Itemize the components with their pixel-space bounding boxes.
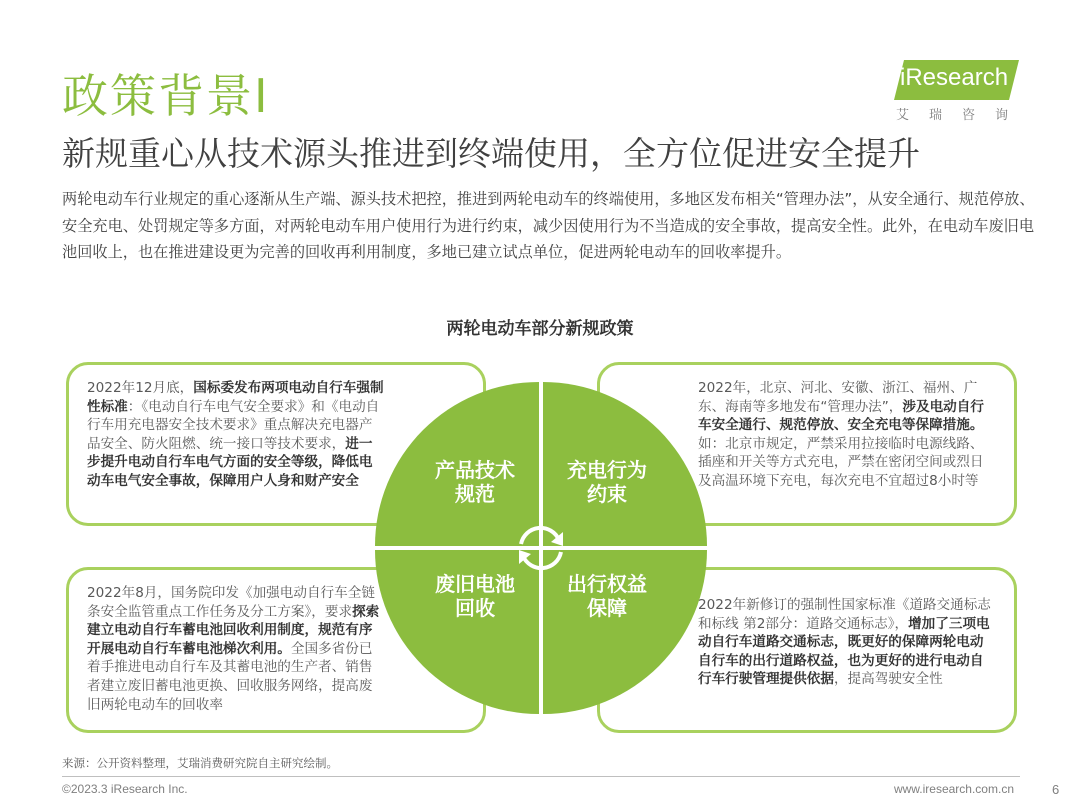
quadrant-label-battery-recycling [425, 572, 525, 620]
cycle-arrows-icon [511, 518, 571, 578]
policy-text: 2022年，北京、河北、安徽、浙江、福州、广东、海南等多地发布“管理办法”， [698, 380, 978, 415]
policy-text: 2022年12月底， [87, 380, 194, 396]
intro-paragraph: 两轮电动车行业规定的重心逐渐从生产端、源头技术把控，推进到两轮电动车的终端使用，多地区发布相关“管理办法”，从安全通行、规范停放、安全充电、处罚规定等多方面，对两轮电动车用户使用行为进行约束，减少因使用行为不当造成的安全事故，提高安全性。此外，在电动车废旧电池回收上，也在推进建设更为完善的回收再利用制度，多地已建立试点单位，促进两轮电动车的回收率提升。 [62, 190, 1035, 261]
quadrant-label-line: 充电行为 [567, 458, 647, 482]
policy-text-emphasis: 国标委发布两项电动自行车强制性标准 [87, 380, 384, 415]
quadrant-label-line: 规范 [455, 482, 495, 506]
quadrant-label-line: 约束 [587, 482, 627, 506]
quadrant-label-product-tech [425, 458, 525, 506]
logo-text: iResearch [900, 64, 1009, 91]
footer-divider [62, 776, 1020, 777]
policy-text: 2022年8月，国务院印发《加强电动自行车全链条安全监管重点工作任务及分工方案》，要求 [87, 585, 375, 620]
quadrant-label-line: 废旧电池 [435, 572, 515, 596]
logo-chinese-text: 艾瑞咨询 [896, 108, 1029, 123]
policy-text-emphasis: 进一步提升电动自行车电气方面的安全等级，降低电动车电气安全事故，保障用户人身和财产安全 [87, 435, 373, 489]
quadrant-label-charging [557, 458, 657, 506]
policy-text-emphasis: 探索建立电动自行车蓄电池回收利用制度，规范有序开展电动自行车蓄电池梯次利用。 [87, 603, 380, 657]
policy-text-emphasis: 涉及电动自行车安全通行、规范停放、安全充电等保障措施。 [698, 398, 984, 434]
source-note: 来源：公开资料整理，艾瑞消费研究院自主研究绘制。 [62, 756, 338, 770]
website-link: www.iresearch.com.cn [893, 782, 1014, 796]
quadrant-label-line: 保障 [587, 596, 627, 620]
page-title: 政策背景Ⅰ [62, 69, 270, 123]
page-subtitle: 新规重心从技术源头推进到终端使用，全方位促进安全提升 [62, 134, 920, 173]
copyright-text: ©2023.3 iResearch Inc. [62, 782, 188, 796]
quadrant-label-travel-rights [557, 572, 657, 620]
policy-text: ：《电动自行车电气安全要求》和《电动自行车用充电器安全技术要求》重点解决充电器产品安全、防火阻燃、统一接口等技术要求， [87, 398, 380, 452]
policy-text: 全国多省份已着手推进电动自行车及其蓄电池的生产者、销售者建立废旧蓄电池更换、回收服务网络，提高废旧两轮电动车的回收率 [87, 640, 373, 713]
iresearch-logo [894, 60, 1034, 122]
quadrant-label-line: 出行权益 [567, 572, 647, 596]
policy-circle-diagram [375, 382, 707, 714]
diagram-title: 两轮电动车部分新规政策 [446, 319, 634, 339]
page-number: 6 [1052, 782, 1060, 797]
quadrant-label-line: 产品技术 [435, 458, 515, 482]
policy-text: 2022年新修订的强制性国家标准《道路交通标志和标线 第2部分：道路交通标志》， [698, 597, 991, 632]
policy-text-emphasis: 增加了三项电动自行车道路交通标志，既更好的保障两轮电动自行车的出行道路权益，也为更好的进行电动自行车行驶管理提供依据 [698, 615, 990, 688]
quadrant-label-line: 回收 [455, 596, 495, 620]
policy-text: ，提高驾驶安全性 [833, 671, 943, 688]
policy-text: 如：北京市规定，严禁采用拉接临时电源线路、插座和开关等方式充电，严禁在密闭空间或烈日及高温环境下充电，每次充电不宜超过8小时等 [698, 435, 984, 489]
